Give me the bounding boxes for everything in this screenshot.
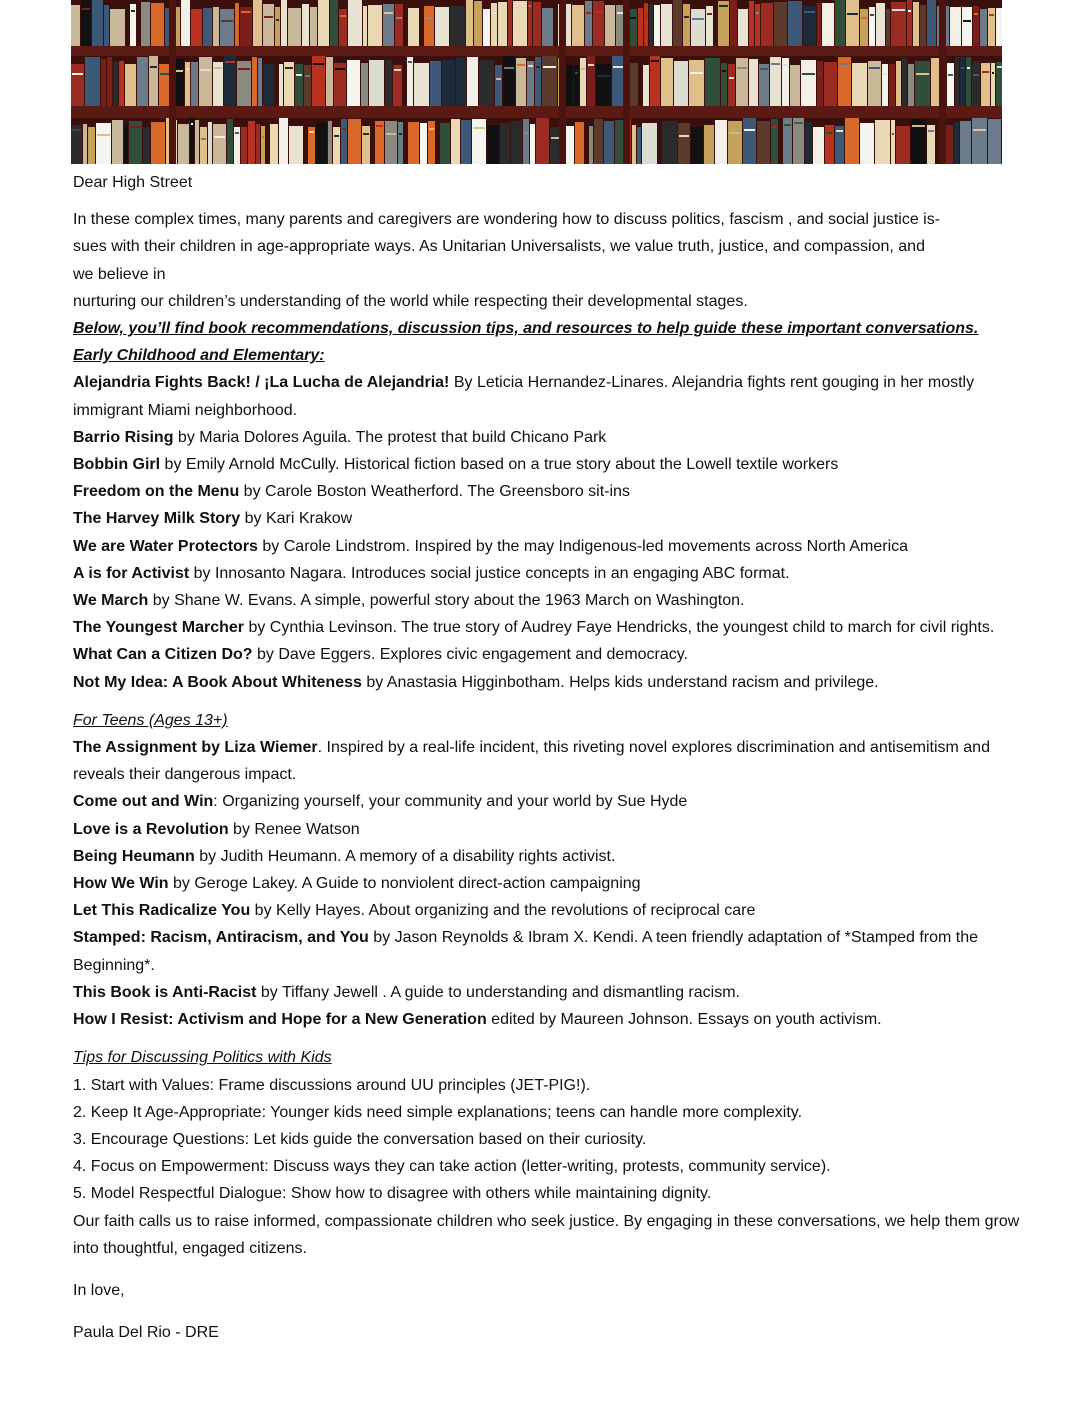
book-description: by Maria Dolores Aguila. The protest that build Chicano Park xyxy=(173,428,607,446)
book-title: We are Water Protectors xyxy=(73,537,258,555)
early-childhood-book-list xyxy=(73,369,1021,695)
book-title: Freedom on the Menu xyxy=(73,483,240,501)
book-description: by Carole Boston Weatherford. The Greensboro sit-ins xyxy=(239,483,630,501)
intro-paragraph xyxy=(73,206,1021,315)
tip-item: 5. Model Respectful Dialogue: Show how to disagree with others while maintaining dignity. xyxy=(73,1185,712,1203)
book-description: by Renee Watson xyxy=(228,820,360,838)
book-item xyxy=(73,369,1021,423)
book-description: by Innosanto Nagara. Introduces social justice concepts in an engaging ABC format. xyxy=(189,564,790,582)
tips-list xyxy=(73,1072,1021,1208)
book-description: by Cynthia Levinson. The true story of Audrey Faye Hendricks, the youngest child to march for civil rights. xyxy=(244,619,995,637)
book-item xyxy=(73,641,1021,668)
book-description: by Dave Eggers. Explores civic engagement and democracy. xyxy=(252,646,689,664)
book-item xyxy=(73,424,1021,451)
book-item xyxy=(73,505,1021,532)
book-description: by Kari Krakow xyxy=(240,510,353,528)
book-description: : Organizing yourself, your community and your world by Sue Hyde xyxy=(213,793,688,811)
book-title: How I Resist: Activism and Hope for a New Generation xyxy=(73,1011,487,1029)
tip-item: 2. Keep It Age-Appropriate: Younger kids need simple explanations; teens can handle more complexity. xyxy=(73,1103,803,1121)
intro-line-2: sues with their children in age-appropriate ways. As Unitarian Universalists, we value truth, justice, and compassion, and xyxy=(73,238,925,256)
book-description: by Tiffany Jewell . A guide to understanding and dismantling racism. xyxy=(256,983,740,1001)
signature: Paula Del Rio - DRE xyxy=(73,1324,219,1342)
book-description: by Judith Heumann. A memory of a disability rights activist. xyxy=(194,847,616,865)
book-item xyxy=(73,734,1021,788)
book-item xyxy=(73,788,1021,815)
book-title: Being Heumann xyxy=(73,847,195,865)
signoff: In love, xyxy=(73,1281,125,1299)
book-title: Not My Idea: A Book About Whiteness xyxy=(73,673,362,691)
intro-line-1: In these complex times, many parents and caregivers are wondering how to discuss politics, fascism , and social justice is- xyxy=(73,211,941,229)
book-description: edited by Maureen Johnson. Essays on youth activism. xyxy=(486,1011,882,1029)
book-title: The Assignment by Liza Wiemer xyxy=(73,739,318,757)
book-item xyxy=(73,451,1021,478)
book-item xyxy=(73,924,1021,978)
book-title: How We Win xyxy=(73,875,169,893)
tip-item: 4. Focus on Empowerment: Discuss ways they can take action (letter-writing, protests, community service). xyxy=(73,1158,831,1176)
intro-line-3: we believe in xyxy=(73,265,166,283)
book-item xyxy=(73,669,1021,696)
book-item xyxy=(73,897,1021,924)
bookshelf-photo-icon xyxy=(71,0,1002,164)
tips-heading: Tips for Discussing Politics with Kids xyxy=(73,1049,332,1067)
bookshelf-photo-banner xyxy=(71,0,1002,164)
book-description: by Kelly Hayes. About organizing and the revolutions of reciprocal care xyxy=(250,902,756,920)
book-description: by Anastasia Higginbotham. Helps kids understand racism and privilege. xyxy=(361,673,879,691)
book-item xyxy=(73,533,1021,560)
book-description: by Carole Lindstrom. Inspired by the may Indigenous-led movements across North America xyxy=(257,537,909,555)
letter-body xyxy=(73,169,1021,1346)
closing-paragraph: Our faith calls us to raise informed, compassionate children who seek justice. By engaging in these conversations, we help them grow into thoughtful, engaged citizens. xyxy=(73,1212,1020,1257)
greeting: Dear High Street xyxy=(73,174,193,191)
book-item xyxy=(73,843,1021,870)
book-item xyxy=(73,614,1021,641)
book-item xyxy=(73,1006,1021,1033)
book-title: The Youngest Marcher xyxy=(73,619,244,637)
book-title: What Can a Citizen Do? xyxy=(73,646,253,664)
book-description: by Shane W. Evans. A simple, powerful story about the 1963 March on Washington. xyxy=(148,592,745,610)
book-item xyxy=(73,560,1021,587)
book-description: by Emily Arnold McCully. Historical fiction based on a true story about the Lowell textile workers xyxy=(160,456,839,474)
book-description: by Geroge Lakey. A Guide to nonviolent direct-action campaigning xyxy=(168,875,641,893)
book-title: Love is a Revolution xyxy=(73,820,229,838)
book-title: This Book is Anti-Racist xyxy=(73,983,257,1001)
teens-heading: For Teens (Ages 13+) xyxy=(73,711,228,729)
book-title: We March xyxy=(73,592,149,610)
book-title: The Harvey Milk Story xyxy=(73,510,241,528)
book-title: Let This Radicalize You xyxy=(73,902,251,920)
book-description: By Leticia Hernandez-Linares. Alejandria fights rent gouging in her mostly immigrant Miami neighborhood. xyxy=(73,374,975,419)
book-item xyxy=(73,587,1021,614)
book-item xyxy=(73,478,1021,505)
book-description: by Jason Reynolds & Ibram X. Kendi. A teen friendly adaptation of *Stamped from the Beginning*. xyxy=(73,929,979,974)
book-title: Barrio Rising xyxy=(73,428,174,446)
book-item xyxy=(73,816,1021,843)
book-item xyxy=(73,870,1021,897)
tip-item: 3. Encourage Questions: Let kids guide the conversation based on their curiosity. xyxy=(73,1130,647,1148)
book-title: Alejandria Fights Back! / ¡La Lucha de Alejandria! xyxy=(73,374,450,392)
tip-item: 1. Start with Values: Frame discussions around UU principles (JET-PIG!). xyxy=(73,1076,591,1094)
book-title: Stamped: Racism, Antiracism, and You xyxy=(73,929,369,947)
teens-book-list xyxy=(73,734,1021,1033)
book-title: Bobbin Girl xyxy=(73,456,161,474)
book-description: . Inspired by a real-life incident, this riveting novel explores discrimination and antisemitism and reveals their dangerous impact. xyxy=(73,739,990,784)
intro-line-4: nurturing our children’s understanding of the world while respecting their developmental stages. xyxy=(73,292,748,310)
early-childhood-heading: Early Childhood and Elementary: xyxy=(73,347,325,365)
book-title: Come out and Win xyxy=(73,793,214,811)
book-item xyxy=(73,979,1021,1006)
book-title: A is for Activist xyxy=(73,564,190,582)
lead-heading: Below, you’ll find book recommendations, discussion tips, and resources to help guide these important conversations. xyxy=(73,320,979,338)
